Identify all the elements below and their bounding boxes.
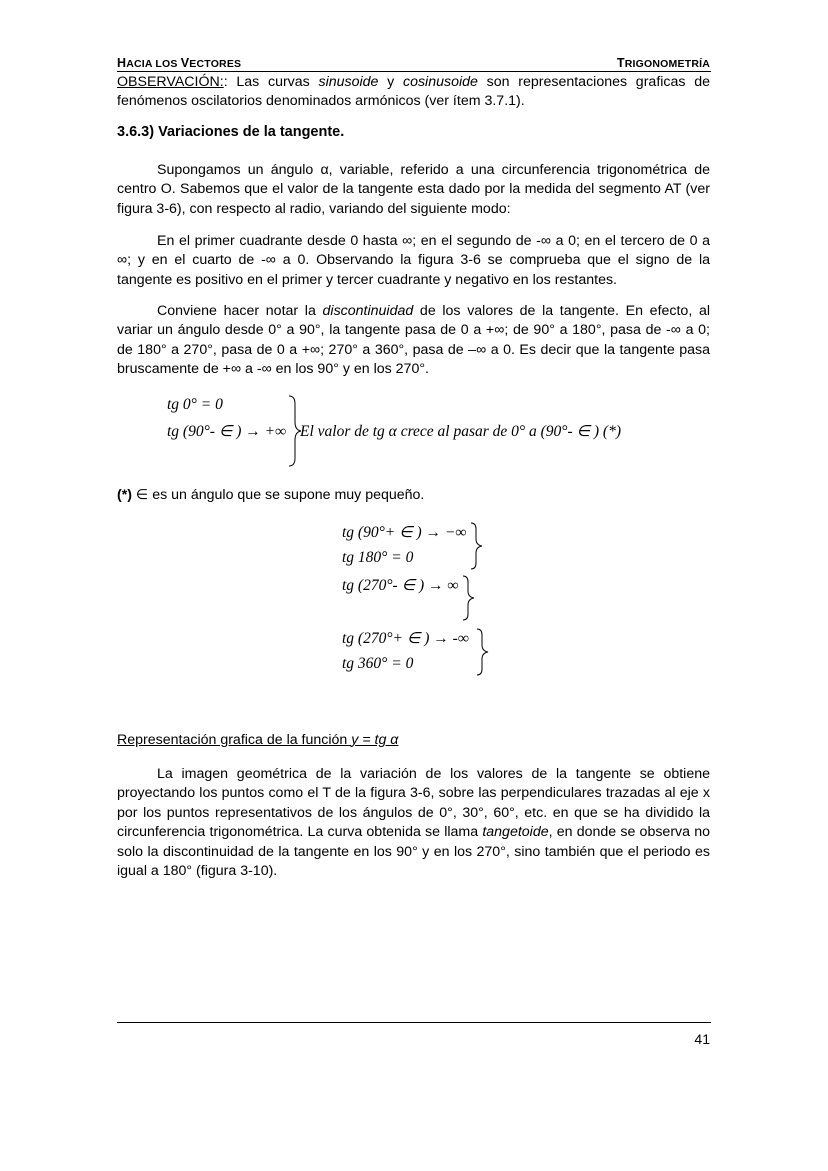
graph-subheading: Representación grafica de la función y = tg α xyxy=(117,732,399,748)
section-title: 3.6.3) Variaciones de la tangente. xyxy=(117,124,345,140)
formula2-brace3-icon xyxy=(474,627,492,677)
observation-paragraph: OBSERVACIÓN:: Las curvas sinusoide y cosinusoide son representaciones graficas de fenómenos oscilatorios denominados armónicos (ver ítem 3.7.1). xyxy=(117,74,710,110)
formula2-line1: tg (90°+ ∈ ) → −∞ xyxy=(342,524,467,541)
formula2-brace2-icon xyxy=(460,574,478,622)
paragraph-4: La imagen geométrica de la variación de los valores de la tangente se obtiene proyectando los puntos como el T de la figura 3-6, sobre las perpendiculares trazadas al eje x por los puntos representativos de los ángulos de 0°, 30°, 60°, etc. en que se ha dividido la circunferencia trigonométrica. La curva obtenida se llama tangetoide, en donde se observa no solo la discontinuidad de la tangente en los 90° y en los 270°, sino también que el periodo es igual a 180° (figura 3-10). xyxy=(117,766,711,880)
epsilon-note: (*) ∈ es un ángulo que se supone muy pequeño. xyxy=(117,487,425,503)
header-rule xyxy=(117,71,711,72)
page-number: 41 xyxy=(694,1031,710,1047)
running-header-right: TRIGONOMETRÍA xyxy=(616,56,710,70)
formula2-line2: tg 180° = 0 xyxy=(342,549,414,566)
footer-rule xyxy=(117,1022,711,1023)
running-header-left: HACIA LOS VECTORES xyxy=(117,56,242,70)
formula1-line1: tg 0° = 0 xyxy=(167,396,223,413)
formula1-line2: tg (90°- ∈ ) → +∞ xyxy=(167,423,287,440)
observation-label: OBSERVACIÓN: xyxy=(117,74,224,90)
formula2-line5: tg 360° = 0 xyxy=(342,655,414,672)
formula2-line3: tg (270°- ∈ ) → ∞ xyxy=(342,577,459,594)
paragraph-2: En el primer cuadrante desde 0 hasta ∞; en el segundo de -∞ a 0; en el tercero de 0 a ∞; y en el cuarto de -∞ a 0. Observando la figura 3-6 se comprueba que el signo de la tangente es positivo en el primer y tercer cuadrante y negativo en los restantes. xyxy=(117,233,710,288)
formula2-brace1-icon xyxy=(468,521,486,571)
paragraph-1: Supongamos un ángulo α, variable, referido a una circunferencia trigonométrica de centro O. Sabemos que el valor de la tangente esta dado por la medida del segmento AT (ver figura 3-6), con respecto al radio, variando del siguiente modo: xyxy=(117,162,710,217)
paragraph-3: Conviene hacer notar la discontinuidad de los valores de la tangente. En efecto, al variar un ángulo desde 0° a 90°, la tangente pasa de 0 a +∞; de 90° a 180°, pasa de -∞ a 0; de 180° a 270°, pasa de 0 a +∞; 270° a 360°, pasa de –∞ a 0. Es decir que la tangente pasa bruscamente de +∞ a -∞ en los 90° y en los 270°. xyxy=(117,303,710,378)
formula2-line4: tg (270°+ ∈ ) → -∞ xyxy=(342,630,469,647)
formula1-comment: El valor de tg α crece al pasar de 0° a (90°- ∈ ) (*) xyxy=(300,423,621,440)
